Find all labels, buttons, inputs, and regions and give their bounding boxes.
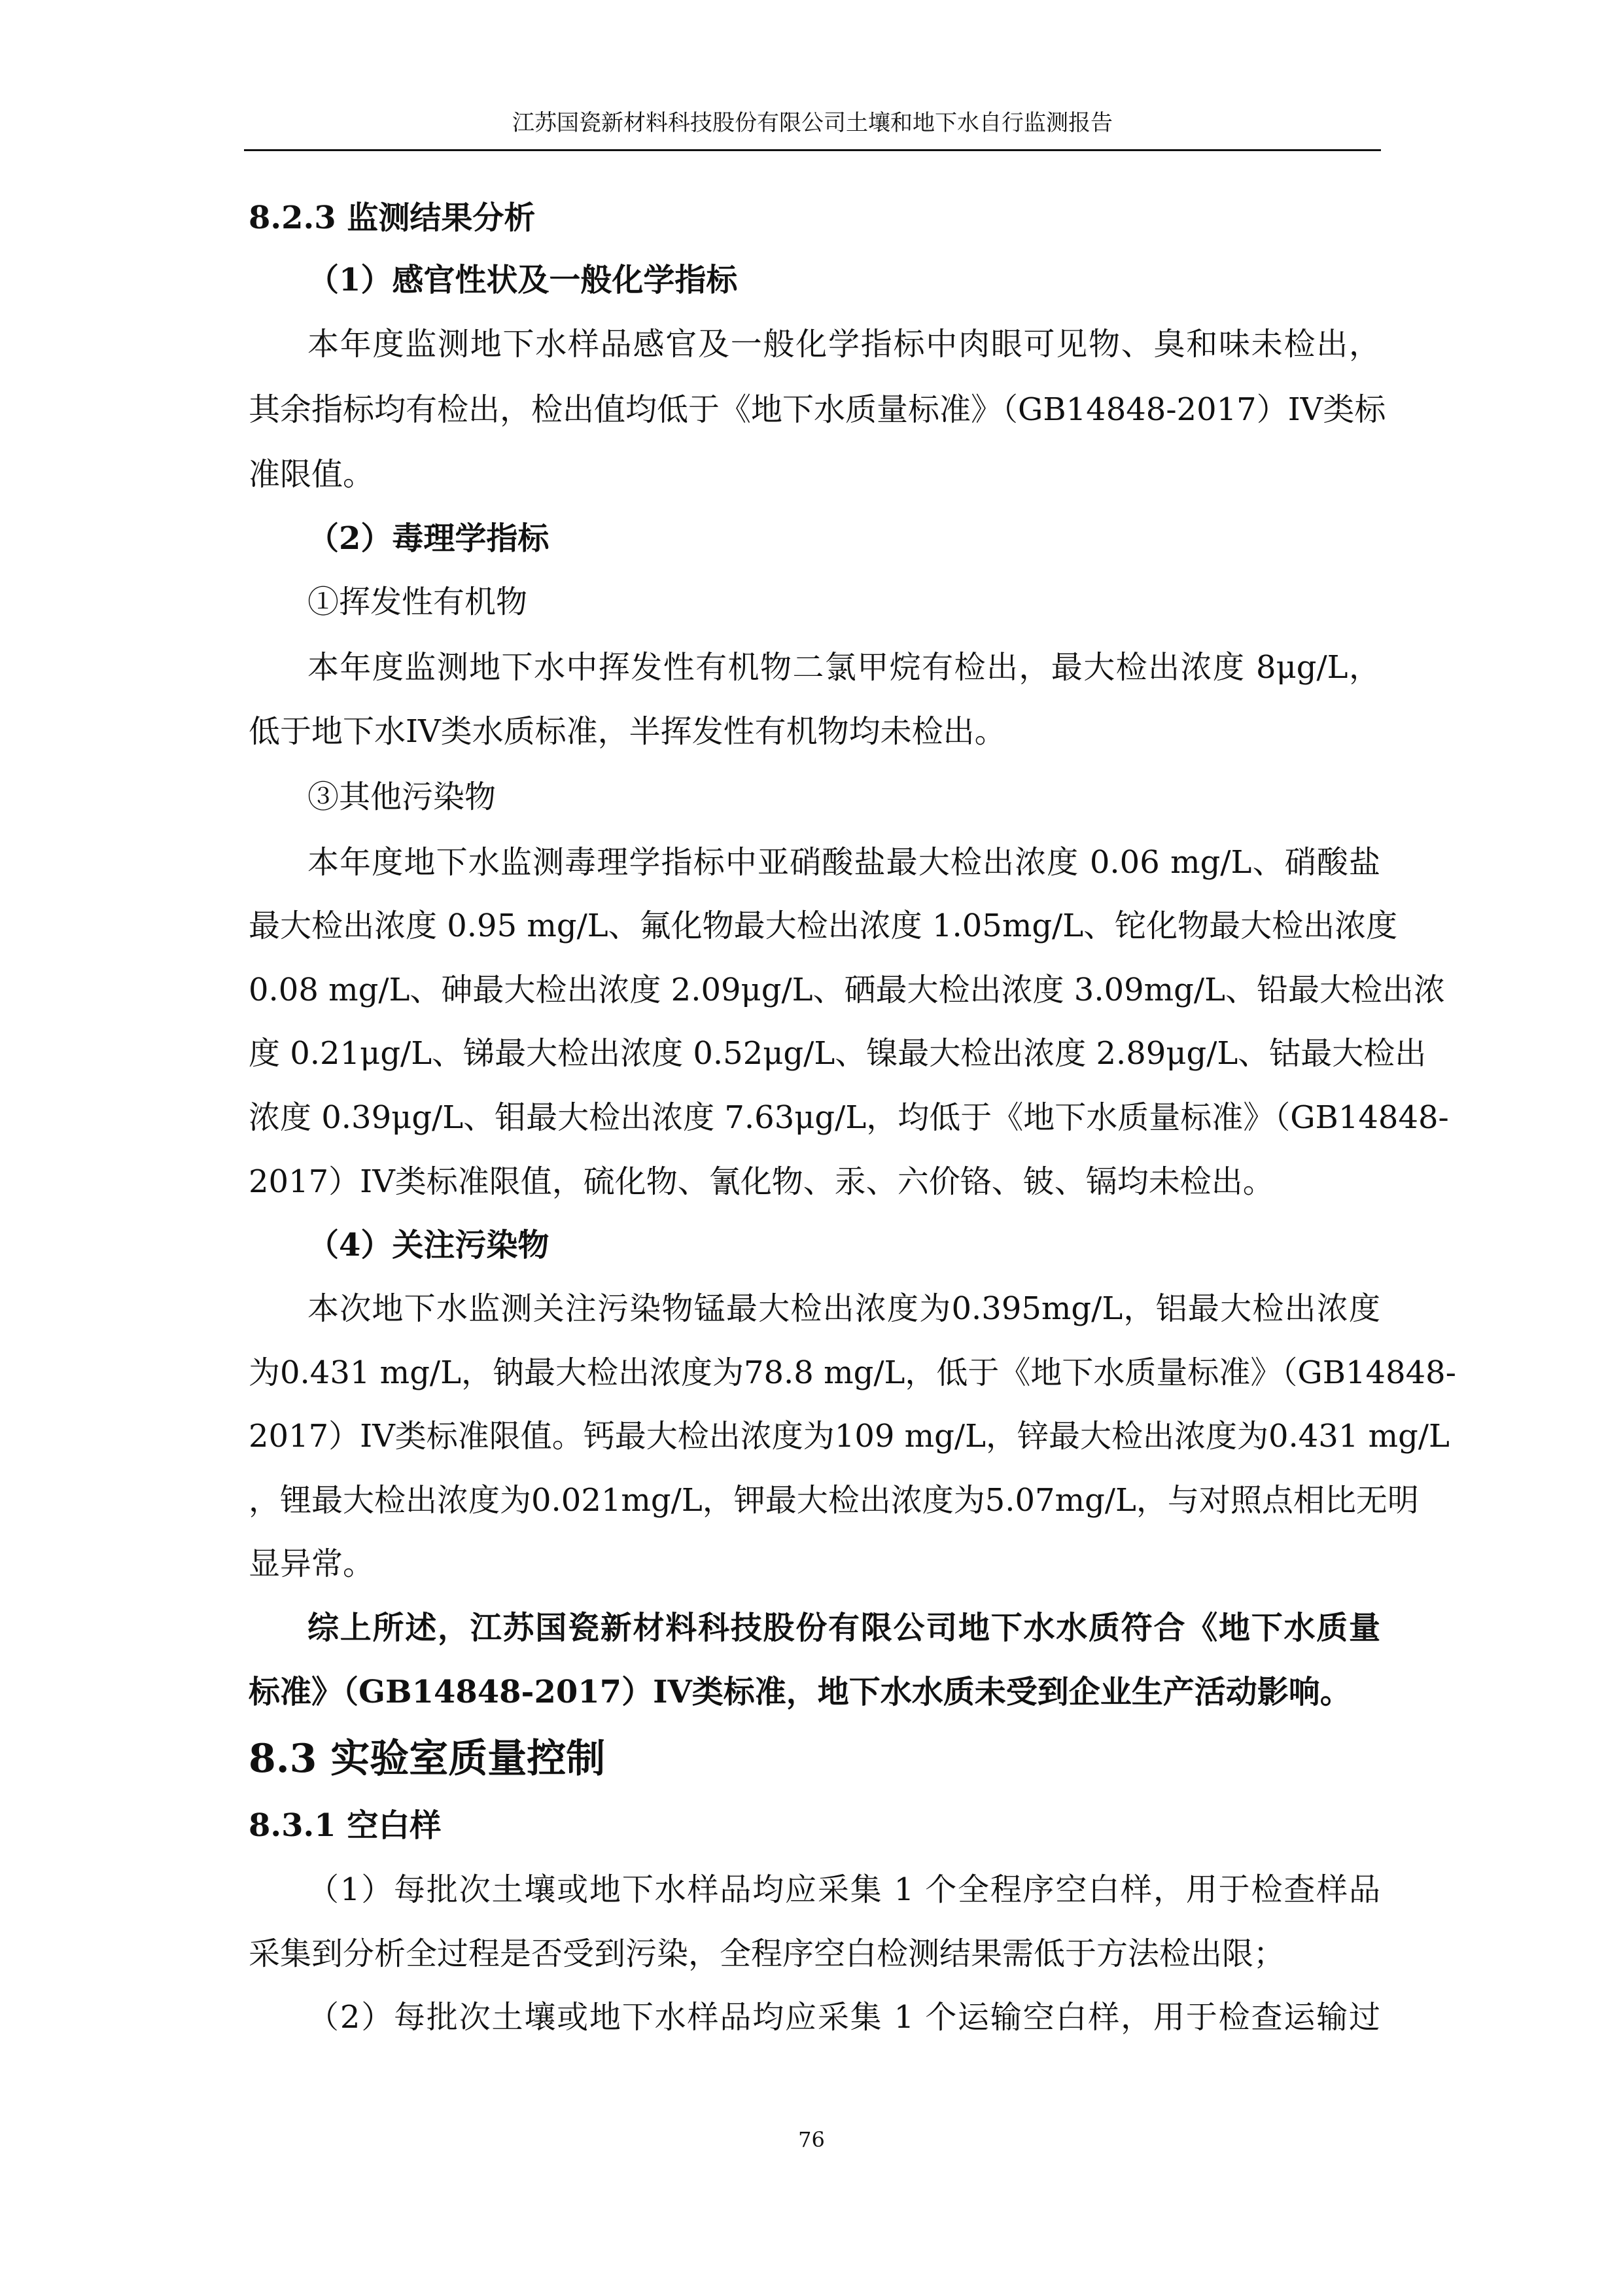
paragraph-line: 为0.431 mg/L，钠最大检出浓度为78.8 mg/L，低于《地下水质量标准》（GB14848- xyxy=(249,1354,1456,1391)
subheading-other-pollutants: ③其他污染物 xyxy=(307,779,497,815)
paragraph-line: 最大检出浓度 0.95 mg/L、氟化物最大检出浓度 1.05mg/L、铊化物最大检出浓度 xyxy=(249,908,1398,944)
section-heading-8-2-3: 8.2.3 监测结果分析 xyxy=(249,200,536,236)
paragraph-line: 本年度监测地下水中挥发性有机物二氯甲烷有检出，最大检出浓度 8μg/L， xyxy=(307,649,1380,686)
paragraph-line: （2）每批次土壤或地下水样品均应采集 1 个运输空白样，用于检查运输过 xyxy=(307,1999,1380,2036)
paragraph-line: 准限值。 xyxy=(249,456,375,493)
paragraph-line: ，锂最大检出浓度为0.021mg/L，钾最大检出浓度为5.07mg/L，与对照点相比无明 xyxy=(249,1482,1419,1519)
section-heading-8-3-1: 8.3.1 空白样 xyxy=(249,1807,442,1844)
subheading-sensory-indicators: （1）感官性状及一般化学指标 xyxy=(307,262,738,298)
paragraph-line: 本年度监测地下水样品感官及一般化学指标中肉眼可见物、臭和味未检出， xyxy=(307,326,1380,362)
paragraph-line: 浓度 0.39μg/L、钼最大检出浓度 7.63μg/L，均低于《地下水质量标准》（GB14848- xyxy=(249,1099,1449,1136)
paragraph-line: 本年度地下水监测毒理学指标中亚硝酸盐最大检出浓度 0.06 mg/L、硝酸盐 xyxy=(307,844,1380,881)
subheading-toxicology: （2）毒理学指标 xyxy=(307,520,550,557)
subheading-focus-pollutants: （4）关注污染物 xyxy=(307,1227,550,1263)
paragraph-line: 0.08 mg/L、砷最大检出浓度 2.09μg/L、硒最大检出浓度 3.09mg/L、铅最大检出浓 xyxy=(249,972,1445,1008)
summary-line: 综上所述，江苏国瓷新材料科技股份有限公司地下水水质符合《地下水质量 xyxy=(307,1610,1380,1646)
header-divider xyxy=(244,149,1381,151)
paragraph-line: 度 0.21μg/L、锑最大检出浓度 0.52μg/L、镍最大检出浓度 2.89μg/L、钴最大检出 xyxy=(249,1035,1427,1072)
paragraph-line: 本次地下水监测关注污染物锰最大检出浓度为0.395mg/L，铝最大检出浓度 xyxy=(307,1290,1380,1327)
paragraph-line: 2017）IV类标准限值，硫化物、氰化物、汞、六价铬、铍、镉均未检出。 xyxy=(249,1163,1274,1200)
paragraph-line: 2017）IV类标准限值。钙最大检出浓度为109 mg/L，锌最大检出浓度为0.431 mg/L xyxy=(249,1418,1450,1455)
paragraph-line: 低于地下水IV类水质标准，半挥发性有机物均未检出。 xyxy=(249,713,1006,750)
paragraph-line: （1）每批次土壤或地下水样品均应采集 1 个全程序空白样，用于检查样品 xyxy=(307,1871,1380,1908)
page-number: 76 xyxy=(798,2127,825,2152)
paragraph-line: 其余指标均有检出，检出值均低于《地下水质量标准》（GB14848-2017）IV类标 xyxy=(249,391,1386,428)
paragraph-line: 显异常。 xyxy=(249,1545,375,1582)
paragraph-line: 采集到分析全过程是否受到污染，全程序空白检测结果需低于方法检出限； xyxy=(249,1935,1285,1972)
section-heading-8-3: 8.3 实验室质量控制 xyxy=(249,1736,606,1782)
summary-line: 标准》（GB14848-2017）IV类标准，地下水水质未受到企业生产活动影响。 xyxy=(249,1674,1352,1710)
page-header-title: 江苏国瓷新材料科技股份有限公司土壤和地下水自行监测报告 xyxy=(512,110,1113,136)
subheading-volatile-organics: ①挥发性有机物 xyxy=(307,584,528,620)
